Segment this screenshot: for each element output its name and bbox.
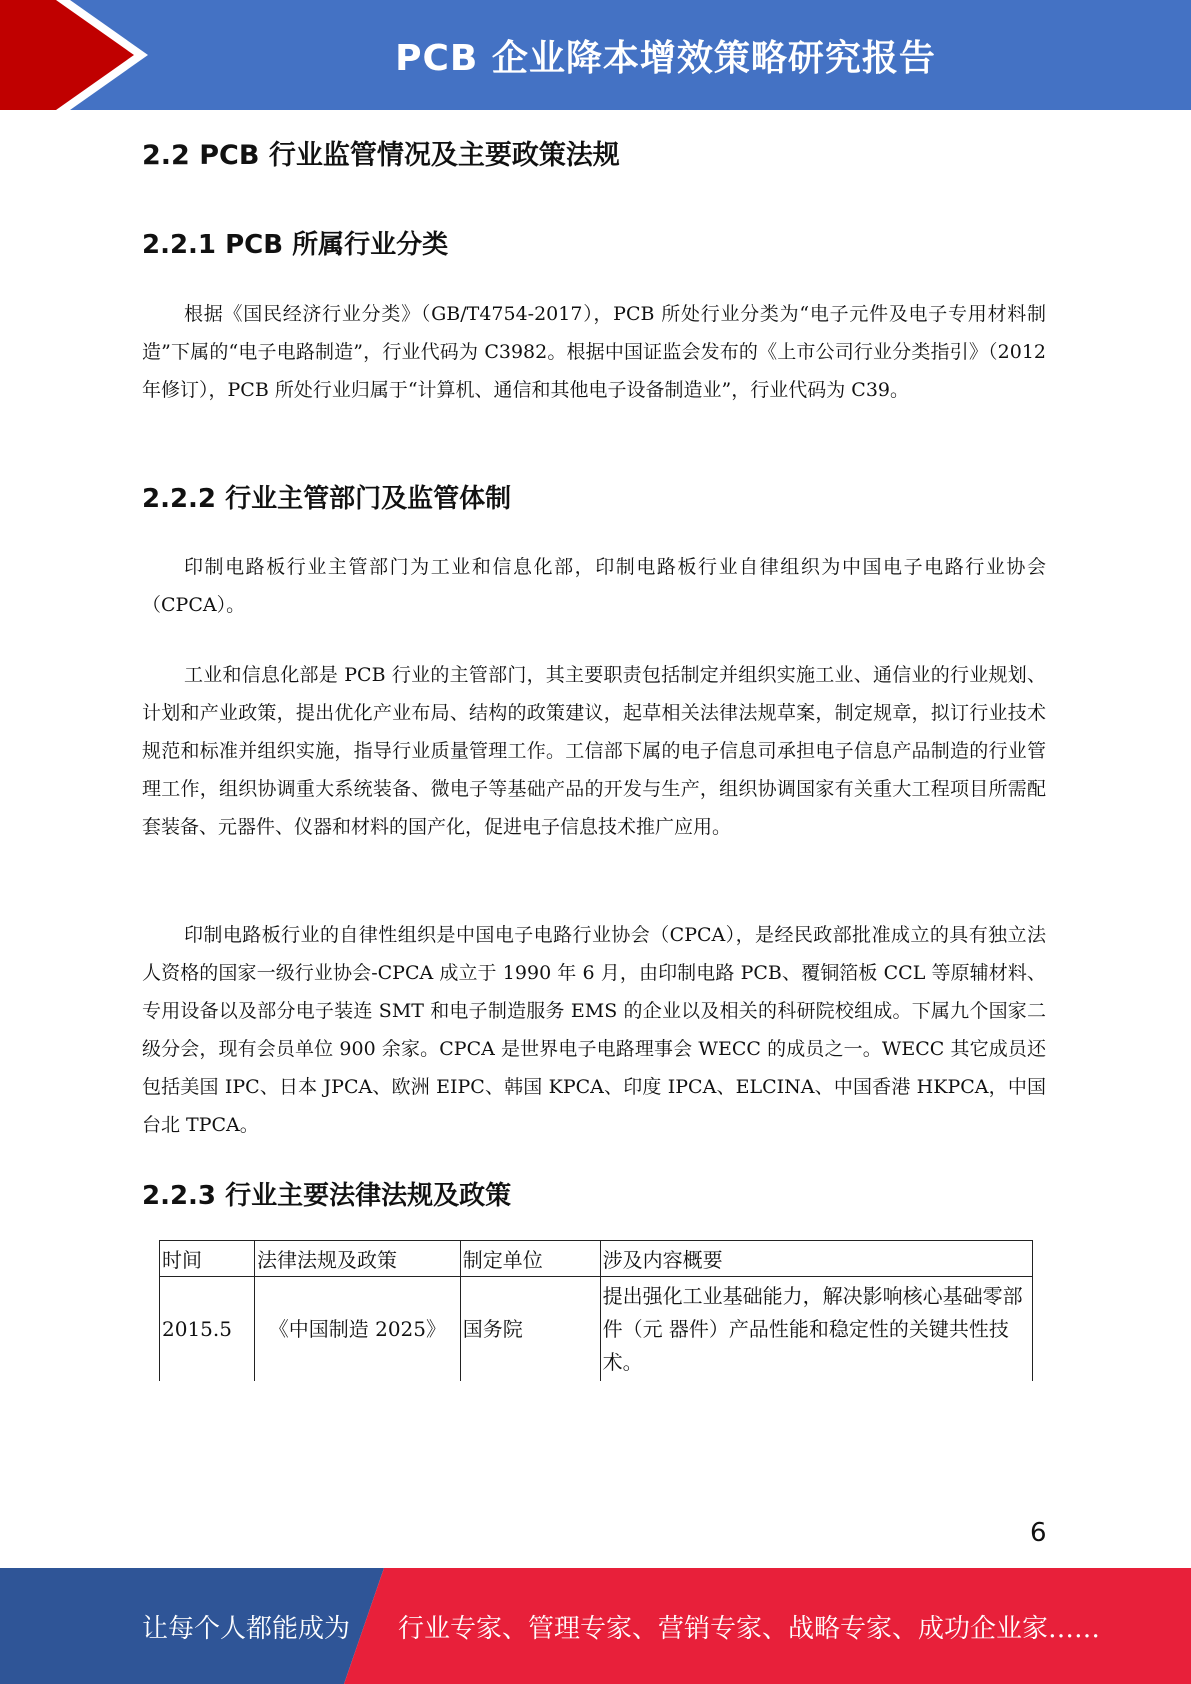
footer-slogan-right: 行业专家、管理专家、营销专家、战略专家、成功企业家……: [398, 1613, 1101, 1644]
footer-slogan-left: 让每个人都能成为: [142, 1613, 351, 1644]
paragraph-regulator-overview: 印制电路板行业主管部门为工业和信息化部，印制电路板行业自律组织为中国电子电路行业协会（CPCA）。: [142, 556, 1046, 616]
page-number: 6: [1030, 1518, 1047, 1548]
table-cell-issuer: 国务院: [460, 1277, 600, 1382]
section-heading-2-2-2: 2.2.2 行业主管部门及监管体制: [142, 484, 512, 514]
table-cell-summary: 提出强化工业基础能力，解决影响核心基础零部件（元 器件）产品性能和稳定性的关键共性技术。: [600, 1277, 1032, 1382]
table-header-row: [160, 1241, 1033, 1277]
table-header-cell: 制定单位: [460, 1241, 600, 1277]
table-header-cell: 法律法规及政策: [254, 1241, 460, 1277]
table-cell-date: 2015.5: [160, 1277, 255, 1382]
section-heading-2-2-1: 2.2.1 PCB 所属行业分类: [142, 230, 449, 260]
table-row: [160, 1277, 1033, 1382]
table-cell-policy: 《中国制造 2025》: [254, 1277, 460, 1382]
report-title: PCB 企业降本增效策略研究报告: [395, 37, 936, 79]
laws-policies-table: [159, 1240, 1033, 1381]
paragraph-industry-classification: 根据《国民经济行业分类》（GB/T4754-2017），PCB 所处行业分类为“电子元件及电子专用材料制造”下属的“电子电路制造”，行业代码为 C3982。根据中国证监会发布的《上市公司行业分类指引》（2012 年修订），PCB 所处行业归属于“计算机、通信和其他电子设备制造业”，行业代码为 C39。: [142, 303, 1046, 401]
section-heading-2-2-3: 2.2.3 行业主要法律法规及政策: [142, 1181, 512, 1211]
paragraph-cpca: 印制电路板行业的自律性组织是中国电子电路行业协会（CPCA），是经民政部批准成立的具有独立法人资格的国家一级行业协会-CPCA 成立于 1990 年 6 月，由印制电路 PCB、覆铜箔板 CCL 等原辅材料、专用设备以及部分电子装连 SMT 和电子制造服务 EMS 的企业以及相关的科研院校组成。下属九个国家二级分会，现有会员单位 900 余家。CPCA 是世界电子电路理事会 WECC 的成员之一。WECC 其它成员还包括美国 IPC、日本 JPCA、欧洲 EIPC、韩国 KPCA、印度 IPCA、ELCINA、中国香港 HKPCA，中国台北 TPCA。: [142, 924, 1046, 1136]
paragraph-miit-duties: 工业和信息化部是 PCB 行业的主管部门，其主要职责包括制定并组织实施工业、通信业的行业规划、计划和产业政策，提出优化产业布局、结构的政策建议，起草相关法律法规草案，制定规章，拟订行业技术规范和标准并组织实施，指导行业质量管理工作。工信部下属的电子信息司承担电子信息产品制造的行业管理工作，组织协调重大系统装备、微电子等基础产品的开发与生产，组织协调国家有关重大工程项目所需配套装备、元器件、仪器和材料的国产化，促进电子信息技术推广应用。: [142, 664, 1046, 838]
table-header-cell: 涉及内容概要: [600, 1241, 1032, 1277]
table-header-cell: 时间: [160, 1241, 255, 1277]
page-header: [0, 0, 1191, 110]
section-heading-2-2: 2.2 PCB 行业监管情况及主要政策法规: [142, 140, 620, 171]
page-footer: [0, 1568, 1191, 1684]
